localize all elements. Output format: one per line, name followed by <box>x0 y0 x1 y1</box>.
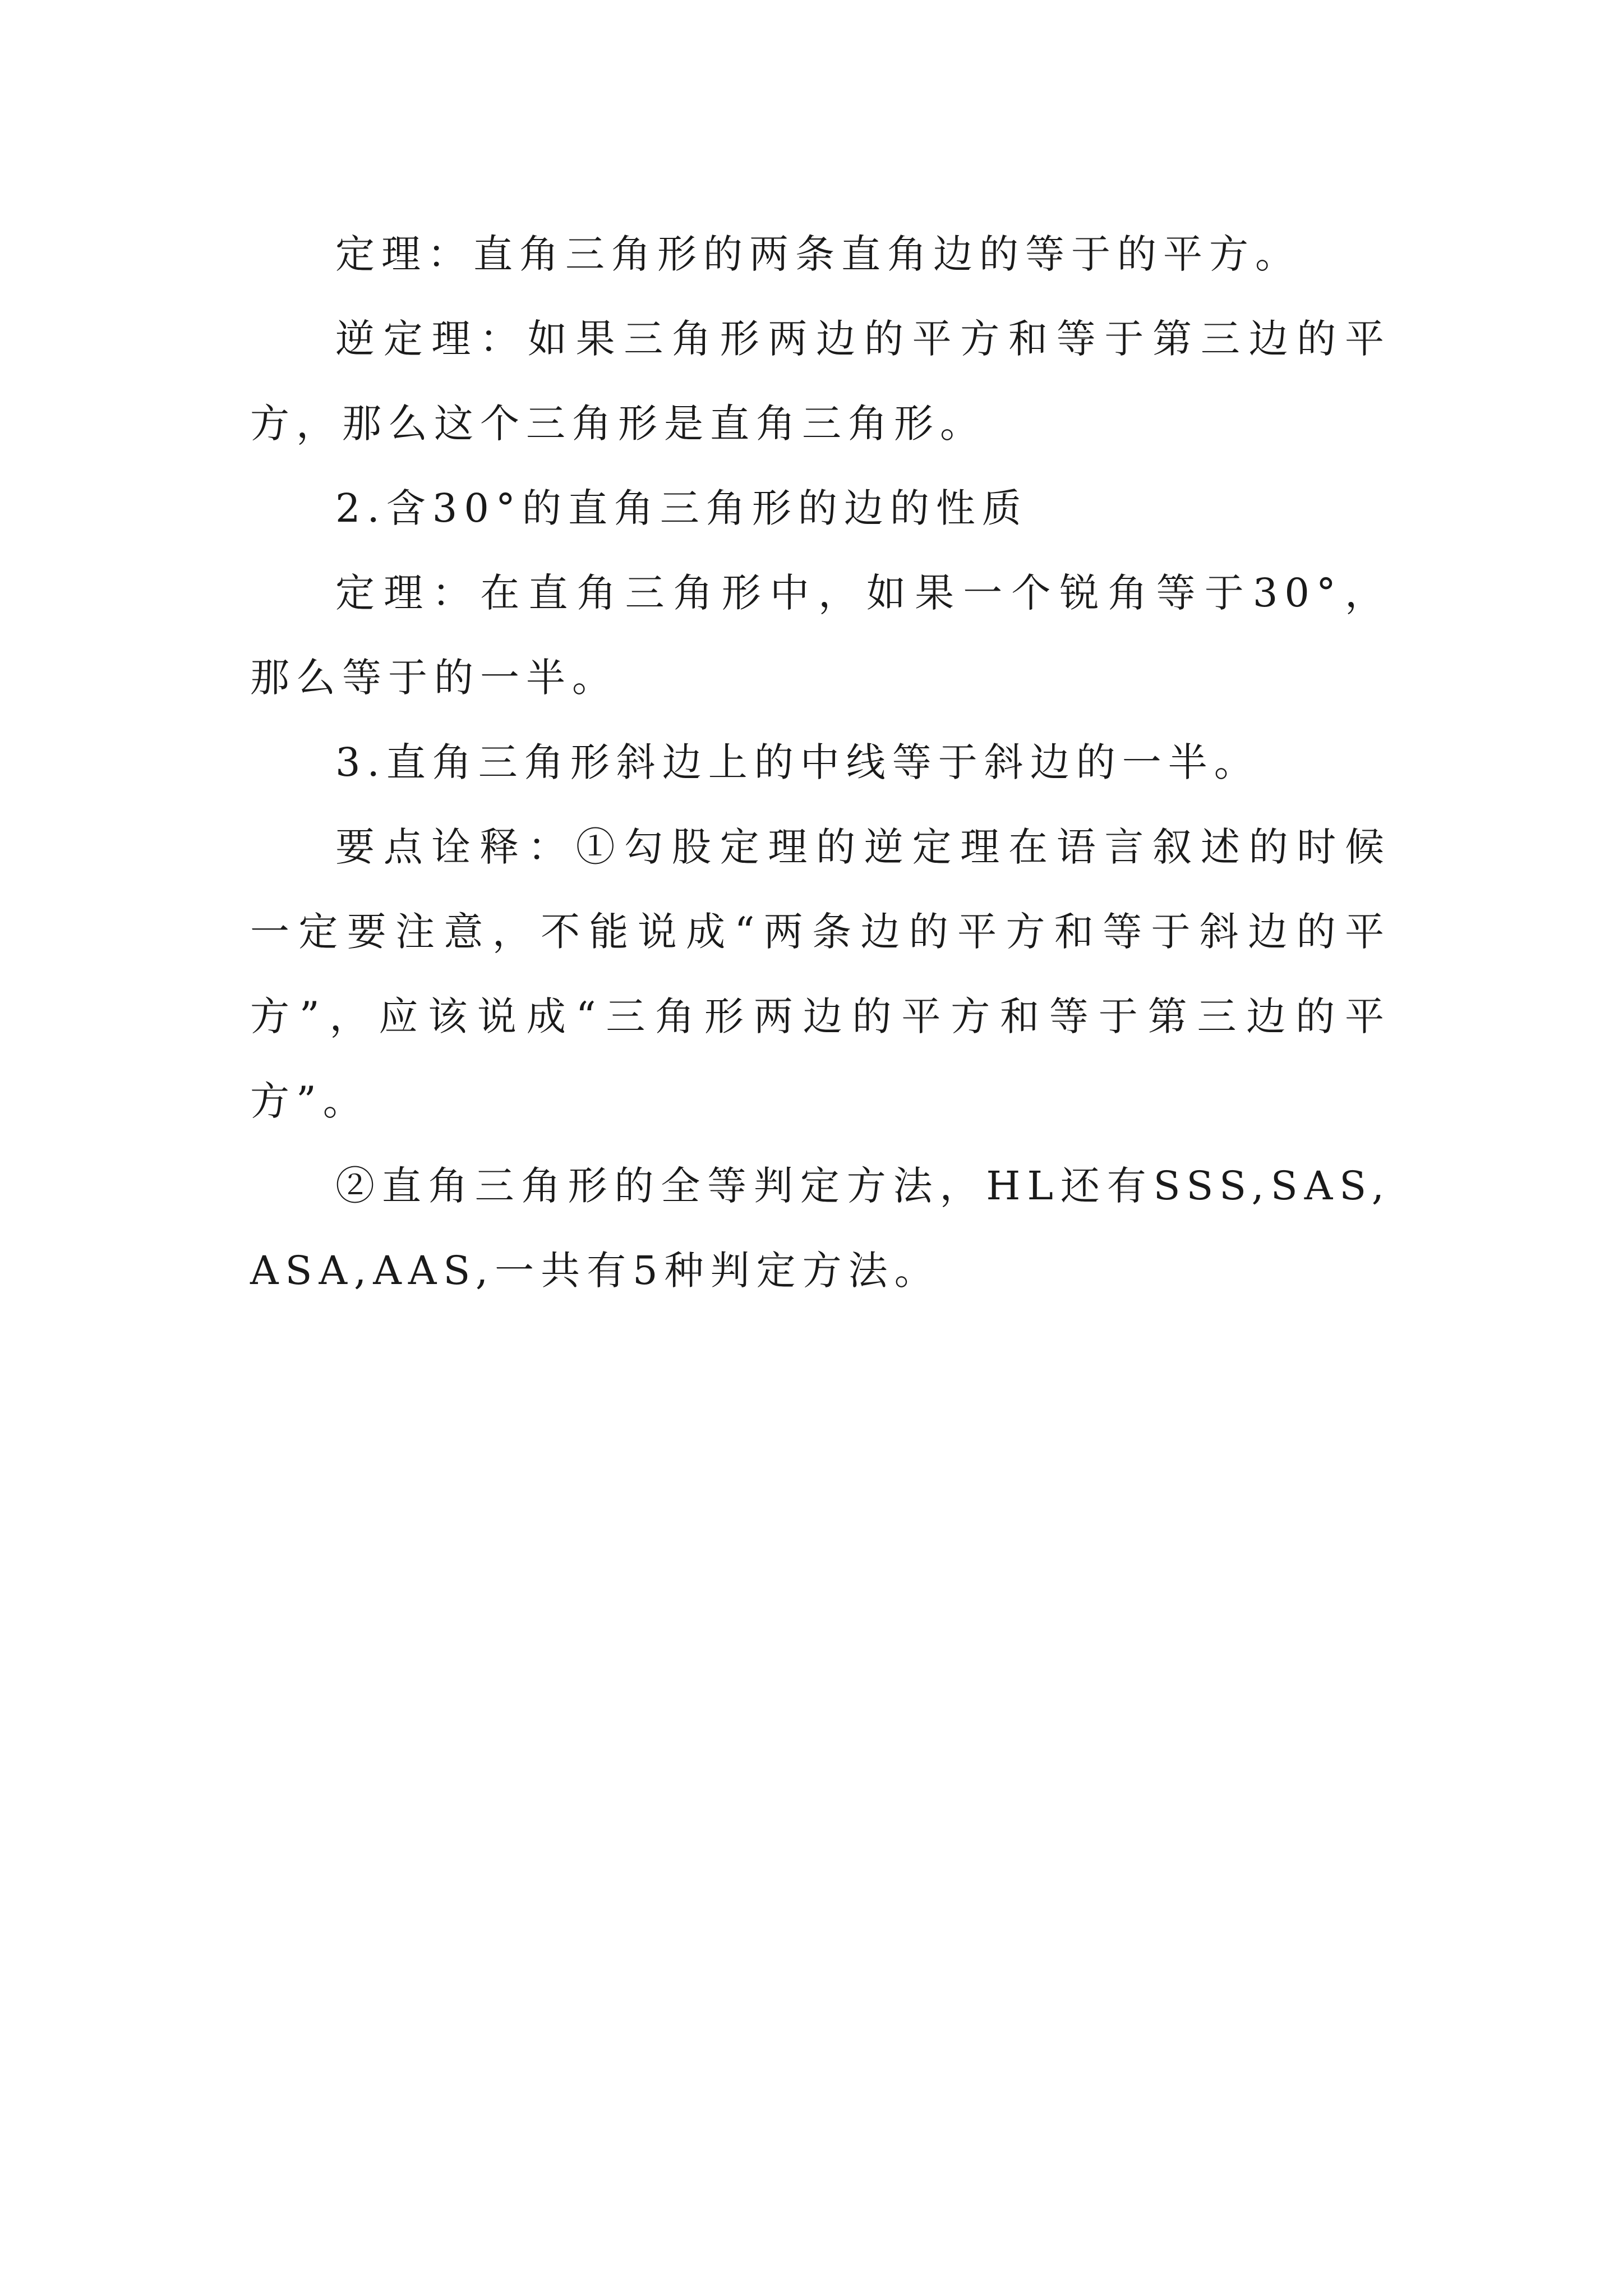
theorem-paragraph: 定理：直角三角形的两条直角边的等于的平方。 <box>335 231 1301 277</box>
converse-theorem-paragraph: 逆定理：如果三角形两边的平方和等于第三边的平方，那么这个三角形是直角三角形。 <box>250 316 1391 447</box>
median-hypotenuse-paragraph: 3.直角三角形斜边上的中线等于斜边的一半。 <box>335 739 1260 785</box>
key-points-paragraph: 要点诠释：①勾股定理的逆定理在语言叙述的时候一定要注意，不能说成“两条边的平方和等于斜边的平方”，应该说成“三角形两边的平方和等于第三边的平方”。 <box>250 824 1391 1124</box>
congruence-methods-paragraph: ②直角三角形的全等判定方法，HL还有SSS,SAS,ASA,AAS,一共有5种判定方法。 <box>250 1163 1391 1294</box>
document-body <box>250 212 1391 1313</box>
section-heading-30-degree: 2.含30°的直角三角形的边的性质 <box>335 485 1028 531</box>
theorem-30-degree-paragraph: 定理：在直角三角形中，如果一个锐角等于30°，那么等于的一半。 <box>250 570 1391 701</box>
